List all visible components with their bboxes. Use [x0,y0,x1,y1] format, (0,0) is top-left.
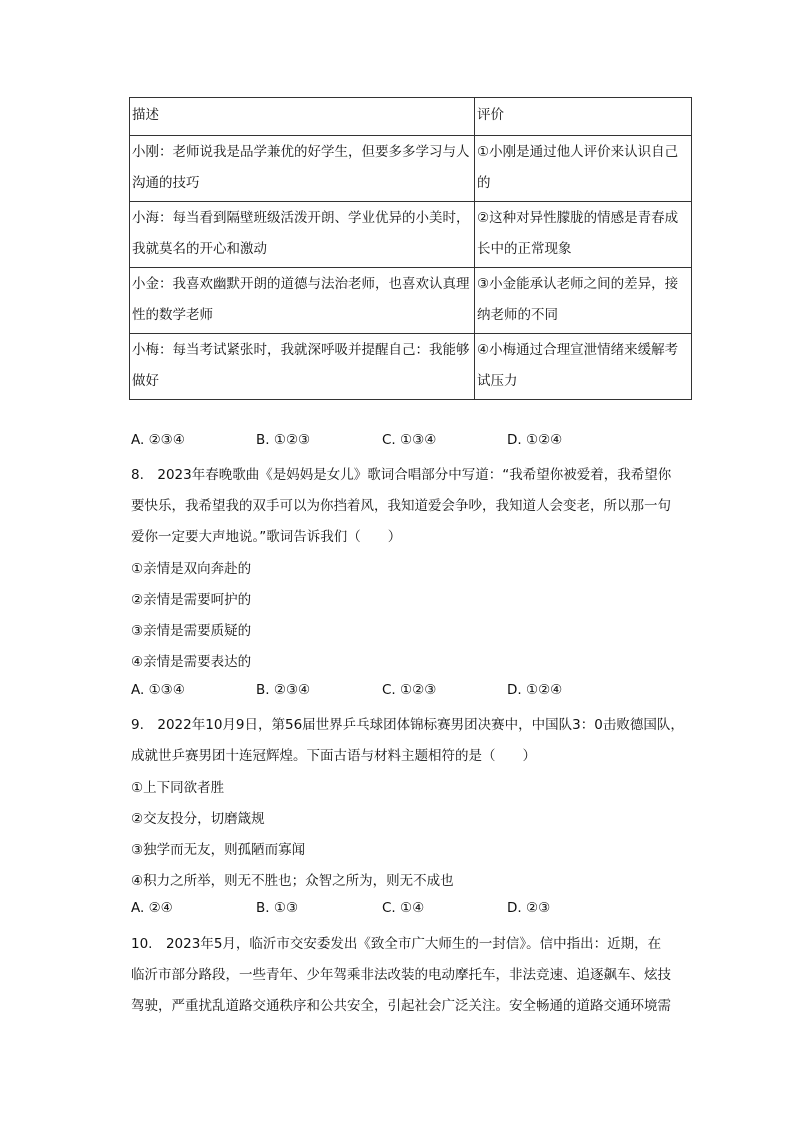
q7-option-c[interactable]: C. ①③④ [382,432,437,448]
table-cell-evaluation: ①小刚是通过他人评价来认识自己的 [475,136,692,202]
q8-stem-line: 要快乐，我希望我的双手可以为你挡着风，我知道爱会争吵，我知道人会变老，所以那一句 [131,498,671,514]
q9-option-a[interactable]: A. ②④ [131,900,173,916]
q9-stem-line: 9. 2022年10月9日，第56届世界乒乓球团体锦标赛男团决赛中，中国队3：0击败德国队， [131,717,684,733]
q9-option-b[interactable]: B. ①③ [256,900,299,916]
table-header-row [130,98,692,136]
table-cell-description: 小海：每当看到隔壁班级活泼开朗、学业优异的小美时，我就莫名的开心和激动 [130,202,475,268]
q8-stem-line: 爱你一定要大声地说。”歌词告诉我们（ ） [131,529,402,545]
q10-stem-line: 10. 2023年5月，临沂市交安委发出《致全市广大师生的一封信》。信中指出：近期，在 [131,936,662,952]
q7-option-d[interactable]: D. ①②④ [507,432,563,448]
table-header-description: 描述 [130,98,475,136]
q8-option-b[interactable]: B. ②③④ [256,682,311,698]
q8-stem-line: 8. 2023年春晚歌曲《是妈妈是女儿》歌词合唱部分中写道：“我希望你被爱着，我希望你 [131,467,672,483]
table-cell-description: 小刚：老师说我是品学兼优的好学生，但要多多学习与人沟通的技巧 [130,136,475,202]
q8-item: ③亲情是需要质疑的 [131,623,252,639]
evaluation-table [129,97,692,400]
q8-option-a[interactable]: A. ①③④ [131,682,185,698]
q9-item: ③独学而无友，则孤陋而寡闻 [131,842,306,858]
q7-option-b[interactable]: B. ①②③ [256,432,311,448]
table-row [130,136,692,202]
q9-stem-line: 成就世乒赛男团十连冠辉煌。下面古语与材料主题相符的是（ ） [131,748,536,764]
table-row [130,202,692,268]
q10-stem-line: 临沂市部分路段，一些青年、少年驾乘非法改装的电动摩托车，非法竞速、追逐飙车、炫技 [131,967,671,983]
q10-stem-line: 驾驶，严重扰乱道路交通秩序和公共安全，引起社会广泛关注。安全畅通的道路交通环境需 [131,998,671,1014]
table-cell-evaluation: ③小金能承认老师之间的差异，接纳老师的不同 [475,268,692,334]
table-header-evaluation: 评价 [475,98,692,136]
q8-option-d[interactable]: D. ①②④ [507,682,563,698]
q7-option-a[interactable]: A. ②③④ [131,432,185,448]
q9-option-c[interactable]: C. ①④ [382,900,425,916]
q9-item: ④积力之所举，则无不胜也；众智之所为，则无不成也 [131,873,454,889]
table-cell-description: 小金：我喜欢幽默开朗的道德与法治老师，也喜欢认真理性的数学老师 [130,268,475,334]
table-cell-evaluation: ②这种对异性朦胧的情感是青春成长中的正常现象 [475,202,692,268]
table-cell-description: 小梅：每当考试紧张时，我就深呼吸并提醒自己：我能够做好 [130,334,475,400]
q8-item: ①亲情是双向奔赴的 [131,561,252,577]
table-row [130,334,692,400]
q9-item: ②交友投分，切磨箴规 [131,811,265,827]
q9-item: ①上下同欲者胜 [131,780,225,796]
table-row [130,268,692,334]
q8-option-c[interactable]: C. ①②③ [382,682,437,698]
q8-item: ④亲情是需要表达的 [131,654,252,670]
q8-item: ②亲情是需要呵护的 [131,592,252,608]
table-cell-evaluation: ④小梅通过合理宣泄情绪来缓解考试压力 [475,334,692,400]
q9-option-d[interactable]: D. ②③ [507,900,551,916]
